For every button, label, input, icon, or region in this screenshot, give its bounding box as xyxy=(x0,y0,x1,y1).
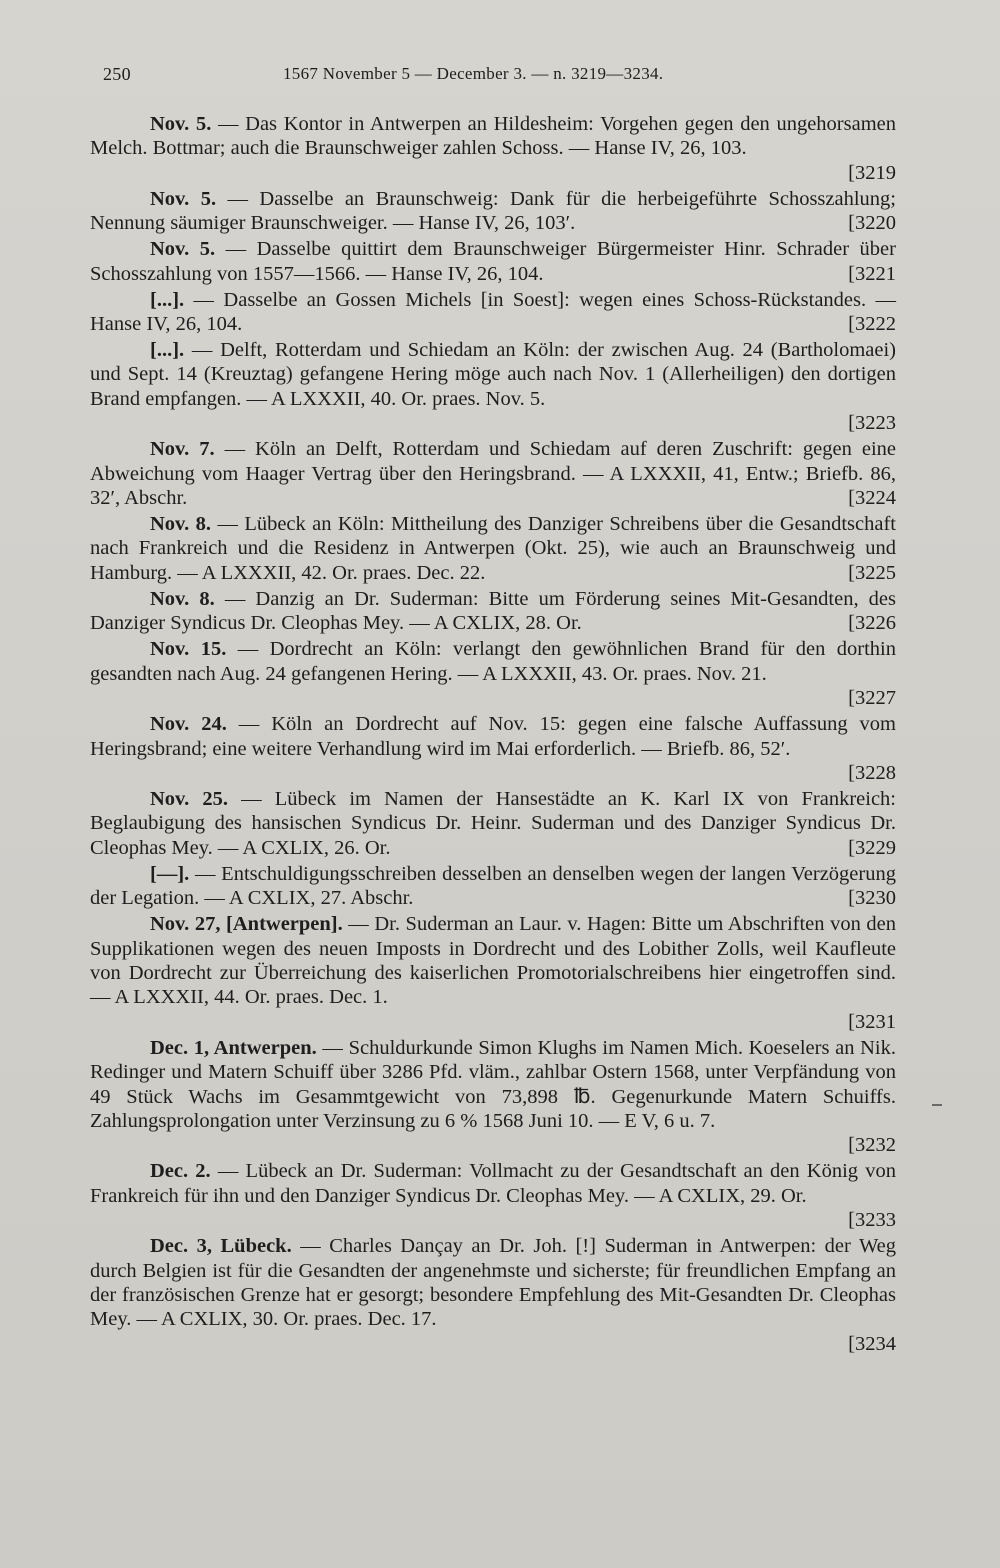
entry-3220 xyxy=(90,187,896,236)
entry-date: Nov. 24. xyxy=(150,713,227,736)
entry-text: — Lübeck an Dr. Suderman: Vollmacht zu der Gesandtschaft an den König von Frankreich für ihn und den Danziger Syndicus Dr. Cleophas Mey. — A CXLIX, 29. Or. xyxy=(90,1160,896,1207)
entry-3223 xyxy=(90,338,896,436)
entry-date: Nov. 27, [Antwerpen]. xyxy=(150,913,343,936)
entry-3234 xyxy=(90,1234,896,1356)
entry-text: — Dasselbe an Braunschweig: Dank für die herbeigeführte Schosszahlung; Nennung säumiger Braunschweiger. — Hanse IV, 26, 103′. xyxy=(90,187,896,235)
entry-number: [3222 xyxy=(848,313,896,336)
entry-text: — Delft, Rotterdam und Schiedam an Köln: der zwischen Aug. 24 (Bartholomaei) und Sept. 14 (Kreuztag) gefangene Hering möge auch nach Nov. 1 (Allerheiligen) den dortigen Brand empfangen. — A LXXXII, 40. Or. praes. Nov. 5. xyxy=(90,339,896,410)
entry-date: Nov. 7. xyxy=(150,438,215,461)
entry-date: Dec. 2. xyxy=(150,1160,211,1183)
entry-number: [3234 xyxy=(848,1332,896,1355)
entry-list xyxy=(90,112,896,1358)
entry-3232 xyxy=(90,1036,896,1158)
entry-number: [3220 xyxy=(848,212,896,235)
entry-date: Nov. 8. xyxy=(150,513,212,536)
entry-text: — Danzig an Dr. Suderman: Bitte um Förderung seines Mit-Gesandten, des Danziger Syndicus Dr. Cleophas Mey. — A CXLIX, 28. Or. xyxy=(90,587,896,635)
entry-date: Nov. 25. xyxy=(150,787,229,810)
entry-number: [3228 xyxy=(848,761,896,784)
entry-text: — Dasselbe an Gossen Michels [in Soest]: wegen eines Schoss-Rückstandes. — Hanse IV, 26, 104. xyxy=(90,288,896,336)
entry-number: [3219 xyxy=(848,161,896,184)
entry-number: [3223 xyxy=(848,412,896,435)
entry-date: Nov. 15. xyxy=(150,638,227,661)
entry-date: [...]. xyxy=(150,288,185,311)
entry-date: Nov. 8. xyxy=(150,587,215,610)
entry-text: — Charles Dançay an Dr. Joh. [!] Suderman in Antwerpen: der Weg durch Belgien ist für die Gesandten der angenehmste und sicherste; für freundlichen Empfang an der französischen Grenze hat er gesorgt; besondere Empfehlung des Mit-Gesandten Dr. Cleophas Mey. — A CXLIX, 30. Or. praes. Dec. 17. xyxy=(90,1235,896,1331)
entry-text: — Dasselbe quittirt dem Braunschweiger Bürgermeister Hinr. Schrader über Schosszahlung von 1557—1566. — Hanse IV, 26, 104. xyxy=(90,238,896,285)
entry-text: — Entschuldigungsschreiben desselben an denselben wegen der langen Verzögerung der Legation. — A CXLIX, 27. Abschr. xyxy=(90,862,896,910)
entry-text: — Köln an Dordrecht auf Nov. 15: gegen eine falsche Auffassung vom Heringsbrand; eine weitere Verhandlung wird im Mai erforderlich. — Briefb. 86, 52′. xyxy=(90,713,896,760)
entry-3227 xyxy=(90,637,896,710)
entry-3224 xyxy=(90,437,896,510)
entry-number: [3230 xyxy=(848,887,896,910)
entry-text: — Das Kontor in Antwerpen an Hildesheim: Vorgehen gegen den ungehorsamen Melch. Bottmar; auch die Braunschweiger zahlen Schoss. — Hanse IV, 26, 103. xyxy=(90,113,896,160)
entry-text: — Dordrecht an Köln: verlangt den gewöhnlichen Brand für den dorthin gesandten nach Aug. 24 gefangenen Hering. — A LXXXII, 43. Or. praes. Nov. 21. xyxy=(90,638,896,685)
entry-number: [3231 xyxy=(848,1010,896,1033)
entry-number: [3227 xyxy=(848,687,896,710)
entry-date: Nov. 5. xyxy=(150,187,217,210)
entry-number: [3221 xyxy=(848,262,896,285)
entry-number: [3224 xyxy=(848,487,896,510)
entry-3222 xyxy=(90,288,896,337)
entry-3233 xyxy=(90,1159,896,1232)
entry-date: [...]. xyxy=(150,339,185,362)
entry-3229 xyxy=(90,787,896,860)
page-number: 250 xyxy=(103,64,131,84)
entry-3226 xyxy=(90,587,896,636)
entry-3228 xyxy=(90,712,896,785)
entry-text: — Lübeck an Köln: Mittheilung des Danziger Schreibens über die Gesandtschaft nach Frankreich und die Residenz in Antwerpen (Okt. 25), wie auch an Braunschweig und Hamburg. — A LXXXII, 42. Or. praes. Dec. 22. xyxy=(90,513,896,584)
entry-number: [3225 xyxy=(848,561,896,584)
entry-number: [3233 xyxy=(848,1209,896,1232)
entry-text: — Köln an Delft, Rotterdam und Schiedam auf deren Zuschrift: gegen eine Abweichung vom Haager Vertrag über den Heringsbrand. — A LXXXII, 41, Entw.; Briefb. 86, 32′, Abschr. xyxy=(90,438,896,510)
entry-text: — Schuldurkunde Simon Klughs im Namen Mich. Koeselers an Nik. Redinger und Matern Schuiff über 3286 Pfd. vläm., zahlbar Ostern 1568, unter Verpfändung von 49 Stück Wachs im Gesammtgewicht von 73,898 ℔. Gegenurkunde Matern Schuiffs. Zahlungsprolongation unter Verzinsung zu 6 % 1568 Juni 10. — E V, 6 u. 7. xyxy=(90,1036,896,1132)
entry-3219 xyxy=(90,112,896,185)
entry-number: [3229 xyxy=(848,836,896,859)
entry-number: [3232 xyxy=(848,1134,896,1157)
entry-date: Nov. 5. xyxy=(150,238,216,261)
running-head-title: 1567 November 5 — December 3. — n. 3219—3234. xyxy=(283,64,664,83)
entry-date: Dec. 3, Lübeck. xyxy=(150,1235,292,1258)
entry-text: — Lübeck im Namen der Hansestädte an K. Karl IX von Frankreich: Beglaubigung des hansischen Syndicus Dr. Heinr. Suderman und des Danziger Syndicus Dr. Cleophas Mey. — A CXLIX, 26. Or. xyxy=(90,787,896,859)
entry-3225 xyxy=(90,512,896,585)
entry-3230 xyxy=(90,862,896,911)
entry-3231 xyxy=(90,912,896,1034)
running-head xyxy=(103,64,903,90)
entry-text: — Dr. Suderman an Laur. v. Hagen: Bitte um Abschriften von den Supplikationen wegen des neuen Imposts in Dordrecht und des Lobither Zolls, weil Kaufleute von Dordrecht zur Überreichung des kaiserlichen Promotorialschreibens hier eingetroffen sind. — A LXXXII, 44. Or. praes. Dec. 1. xyxy=(90,913,896,1009)
entry-date: Dec. 1, Antwerpen. xyxy=(150,1036,317,1059)
margin-dash-mark xyxy=(932,1104,942,1106)
entry-date: Nov. 5. xyxy=(150,113,212,135)
entry-number: [3226 xyxy=(848,612,896,635)
entry-3221 xyxy=(90,237,896,286)
entry-date: [—]. xyxy=(150,862,190,885)
